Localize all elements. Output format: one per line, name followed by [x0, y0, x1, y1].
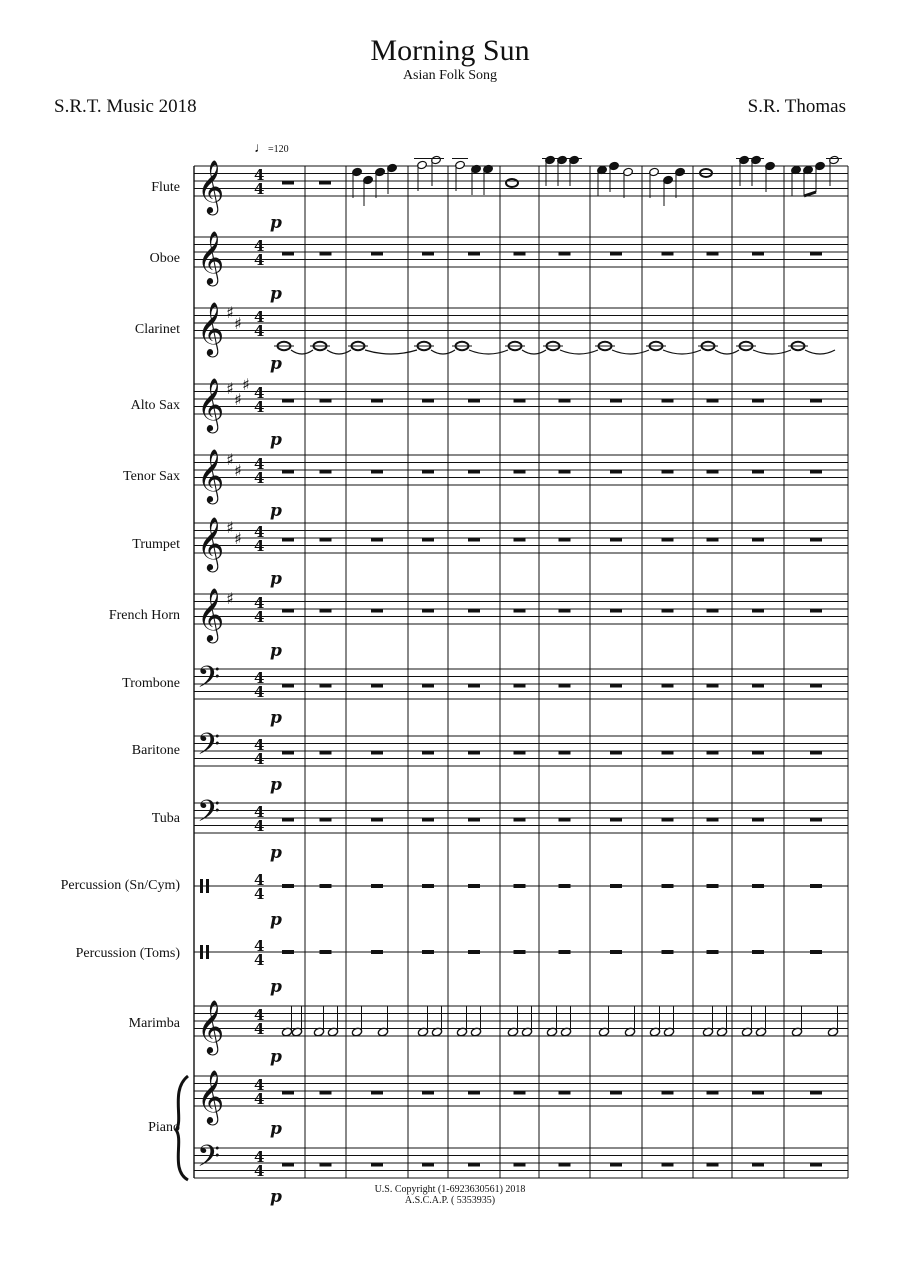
whole-rest-icon: [707, 609, 719, 613]
whole-rest-icon: [610, 751, 622, 755]
dynamic-marking: p: [270, 641, 282, 661]
whole-rest-icon: [371, 884, 383, 888]
tie: [663, 350, 701, 354]
whole-rest-icon: [422, 1091, 434, 1095]
dynamic-marking: p: [270, 1119, 282, 1139]
whole-rest-icon: [662, 684, 674, 688]
whole-rest-icon: [559, 609, 571, 613]
whole-rest-icon: [559, 1091, 571, 1095]
whole-rest-icon: [468, 399, 480, 403]
dynamic-marking: p: [270, 354, 282, 374]
time-signature-numerator: 4: [254, 308, 265, 326]
whole-rest-icon: [282, 538, 294, 542]
whole-rest-icon: [320, 1091, 332, 1095]
whole-rest-icon: [371, 538, 383, 542]
dynamic-marking: p: [270, 213, 282, 233]
whole-rest-icon: [810, 252, 822, 256]
whole-rest-icon: [320, 684, 332, 688]
time-signature-numerator: 4: [254, 594, 265, 612]
whole-rest-icon: [752, 884, 764, 888]
tie: [715, 350, 739, 354]
whole-rest-icon: [610, 884, 622, 888]
sharp-icon: ♯: [226, 450, 234, 469]
whole-rest-icon: [707, 884, 719, 888]
whole-rest-icon: [752, 1091, 764, 1095]
whole-rest-icon: [662, 538, 674, 542]
tie: [291, 350, 313, 354]
treble-clef-icon: 𝄞: [197, 448, 225, 502]
dynamic-marking: p: [270, 1047, 282, 1067]
whole-rest-icon: [707, 818, 719, 822]
whole-rest-icon: [707, 751, 719, 755]
whole-rest-icon: [282, 181, 294, 185]
whole-rest-icon: [422, 252, 434, 256]
whole-rest-icon: [610, 684, 622, 688]
instrument-label-piano: Piano: [148, 1120, 180, 1135]
whole-rest-icon: [320, 252, 332, 256]
whole-rest-icon: [707, 1091, 719, 1095]
time-signature-numerator: 4: [254, 736, 265, 754]
time-signature-numerator: 4: [254, 384, 265, 402]
whole-rest-icon: [810, 1163, 822, 1167]
whole-rest-icon: [282, 470, 294, 474]
tie: [327, 350, 351, 354]
treble-clef-icon: 𝄞: [197, 301, 225, 355]
whole-rest-icon: [752, 1163, 764, 1167]
whole-rest-icon: [610, 950, 622, 954]
whole-rest-icon: [468, 684, 480, 688]
instrument-label-oboe: Oboe: [149, 251, 180, 266]
whole-rest-icon: [371, 751, 383, 755]
time-signature-numerator: 4: [254, 523, 265, 541]
whole-rest-icon: [422, 609, 434, 613]
whole-rest-icon: [422, 1163, 434, 1167]
whole-rest-icon: [810, 818, 822, 822]
whole-rest-icon: [662, 609, 674, 613]
time-signature-numerator: 4: [254, 937, 265, 955]
whole-rest-icon: [320, 1163, 332, 1167]
whole-rest-icon: [559, 884, 571, 888]
whole-rest-icon: [514, 470, 526, 474]
whole-rest-icon: [282, 1091, 294, 1095]
time-signature-numerator: 4: [254, 1006, 265, 1024]
whole-rest-icon: [282, 609, 294, 613]
instrument-label-trumpet: Trumpet: [132, 537, 180, 552]
whole-rest-icon: [371, 399, 383, 403]
percussion-clef-icon: [200, 879, 203, 893]
whole-rest-icon: [282, 252, 294, 256]
piano-brace: [176, 1076, 188, 1180]
whole-rest-icon: [468, 818, 480, 822]
whole-rest-icon: [468, 1163, 480, 1167]
whole-rest-icon: [810, 399, 822, 403]
whole-rest-icon: [422, 684, 434, 688]
time-signature-denominator: 4: [254, 951, 265, 969]
whole-rest-icon: [320, 751, 332, 755]
whole-rest-icon: [707, 399, 719, 403]
time-signature-numerator: 4: [254, 1148, 265, 1166]
whole-rest-icon: [422, 751, 434, 755]
treble-clef-icon: 𝄞: [197, 587, 225, 641]
score-title: Morning Sun: [370, 34, 530, 67]
sharp-icon: ♯: [242, 375, 250, 394]
dynamic-marking: p: [270, 775, 282, 795]
whole-rest-icon: [662, 818, 674, 822]
score-subtitle: Asian Folk Song: [402, 68, 498, 83]
time-signature-denominator: 4: [254, 180, 265, 198]
whole-rest-icon: [514, 399, 526, 403]
tie: [431, 350, 455, 354]
dynamic-marking: p: [270, 843, 282, 863]
whole-rest-icon: [282, 684, 294, 688]
whole-rest-icon: [810, 1091, 822, 1095]
whole-note: [700, 169, 712, 177]
whole-rest-icon: [282, 884, 294, 888]
whole-rest-icon: [371, 252, 383, 256]
whole-rest-icon: [422, 399, 434, 403]
time-signature-denominator: 4: [254, 1020, 265, 1038]
whole-rest-icon: [559, 1163, 571, 1167]
whole-rest-icon: [371, 609, 383, 613]
instrument-label-french-horn: French Horn: [108, 608, 180, 623]
bass-clef-icon: 𝄢: [197, 728, 221, 769]
time-signature-denominator: 4: [254, 322, 265, 340]
sharp-icon: ♯: [226, 589, 234, 608]
whole-rest-icon: [468, 252, 480, 256]
whole-rest-icon: [810, 950, 822, 954]
whole-rest-icon: [610, 470, 622, 474]
tie: [753, 350, 791, 354]
tempo-value: =120: [268, 144, 289, 155]
whole-rest-icon: [514, 684, 526, 688]
dynamic-marking: p: [270, 501, 282, 521]
whole-rest-icon: [559, 950, 571, 954]
whole-rest-icon: [707, 1163, 719, 1167]
whole-rest-icon: [468, 751, 480, 755]
whole-rest-icon: [320, 609, 332, 613]
instrument-label-baritone: Baritone: [131, 743, 180, 758]
whole-rest-icon: [422, 538, 434, 542]
whole-rest-icon: [422, 950, 434, 954]
instrument-label-clarinet: Clarinet: [134, 322, 180, 337]
dynamic-marking: p: [270, 910, 282, 930]
time-signature-numerator: 4: [254, 803, 265, 821]
whole-rest-icon: [810, 684, 822, 688]
percussion-clef-icon: [206, 945, 209, 959]
whole-rest-icon: [752, 399, 764, 403]
whole-rest-icon: [752, 609, 764, 613]
sharp-icon: ♯: [234, 461, 242, 480]
whole-rest-icon: [559, 751, 571, 755]
bass-clef-icon: 𝄢: [197, 1140, 221, 1181]
time-signature-denominator: 4: [254, 469, 265, 487]
whole-rest-icon: [610, 1163, 622, 1167]
treble-clef-icon: 𝄞: [197, 159, 225, 213]
whole-rest-icon: [282, 950, 294, 954]
whole-rest-icon: [468, 1091, 480, 1095]
copyright-footer: [0, 1184, 900, 1206]
treble-clef-icon: 𝄞: [197, 516, 225, 570]
time-signature-numerator: 4: [254, 166, 265, 184]
treble-clef-icon: 𝄞: [197, 230, 225, 284]
whole-rest-icon: [810, 538, 822, 542]
percussion-clef-icon: [206, 879, 209, 893]
time-signature-denominator: 4: [254, 683, 265, 701]
whole-rest-icon: [662, 751, 674, 755]
whole-rest-icon: [559, 252, 571, 256]
instrument-label-trombone: Trombone: [122, 676, 180, 691]
treble-clef-icon: 𝄞: [197, 999, 225, 1053]
time-signature-denominator: 4: [254, 750, 265, 768]
whole-rest-icon: [610, 1091, 622, 1095]
dynamic-marking: p: [270, 708, 282, 728]
dynamic-marking: p: [270, 569, 282, 589]
whole-rest-icon: [320, 399, 332, 403]
whole-rest-icon: [610, 538, 622, 542]
tie: [805, 350, 835, 354]
whole-rest-icon: [514, 884, 526, 888]
time-signature-denominator: 4: [254, 1162, 265, 1180]
tie: [560, 350, 598, 354]
whole-rest-icon: [662, 470, 674, 474]
whole-rest-icon: [320, 818, 332, 822]
whole-rest-icon: [468, 884, 480, 888]
composer-credit: S.R. Thomas: [747, 96, 846, 117]
whole-rest-icon: [707, 538, 719, 542]
whole-rest-icon: [468, 538, 480, 542]
time-signature-numerator: 4: [254, 455, 265, 473]
whole-rest-icon: [707, 252, 719, 256]
whole-rest-icon: [707, 684, 719, 688]
whole-rest-icon: [752, 751, 764, 755]
treble-clef-icon: 𝄞: [197, 1069, 225, 1123]
time-signature-denominator: 4: [254, 817, 265, 835]
whole-rest-icon: [514, 609, 526, 613]
time-signature-denominator: 4: [254, 608, 265, 626]
time-signature-numerator: 4: [254, 237, 265, 255]
whole-rest-icon: [752, 470, 764, 474]
bass-clef-icon: 𝄢: [197, 661, 221, 702]
dynamic-marking: p: [270, 284, 282, 304]
whole-rest-icon: [610, 818, 622, 822]
whole-rest-icon: [514, 818, 526, 822]
time-signature-denominator: 4: [254, 885, 265, 903]
time-signature-denominator: 4: [254, 1090, 265, 1108]
sharp-icon: ♯: [234, 314, 242, 333]
tie: [365, 350, 417, 354]
whole-rest-icon: [707, 950, 719, 954]
whole-rest-icon: [662, 1091, 674, 1095]
time-signature-denominator: 4: [254, 398, 265, 416]
whole-rest-icon: [662, 252, 674, 256]
whole-rest-icon: [320, 950, 332, 954]
whole-rest-icon: [810, 609, 822, 613]
instrument-label-alto-sax: Alto Sax: [130, 398, 180, 413]
whole-rest-icon: [514, 252, 526, 256]
whole-rest-icon: [707, 470, 719, 474]
whole-rest-icon: [320, 538, 332, 542]
whole-rest-icon: [320, 470, 332, 474]
treble-clef-icon: 𝄞: [197, 377, 225, 431]
whole-rest-icon: [282, 818, 294, 822]
whole-rest-icon: [371, 1091, 383, 1095]
whole-rest-icon: [282, 751, 294, 755]
whole-rest-icon: [282, 399, 294, 403]
copyright-line: U.S. Copyright (1-6923630561) 2018: [374, 1184, 526, 1195]
publisher-credit: S.R.T. Music 2018: [54, 96, 197, 117]
whole-rest-icon: [559, 470, 571, 474]
whole-rest-icon: [514, 1091, 526, 1095]
time-signature-numerator: 4: [254, 871, 265, 889]
whole-rest-icon: [810, 470, 822, 474]
tie: [612, 350, 649, 354]
whole-rest-icon: [752, 818, 764, 822]
dynamic-marking: p: [270, 977, 282, 997]
sharp-icon: ♯: [226, 518, 234, 537]
sharp-icon: ♯: [234, 529, 242, 548]
whole-rest-icon: [662, 399, 674, 403]
whole-rest-icon: [559, 818, 571, 822]
whole-rest-icon: [514, 751, 526, 755]
whole-rest-icon: [422, 470, 434, 474]
time-signature-numerator: 4: [254, 669, 265, 687]
tie: [469, 350, 508, 354]
dynamic-marking: p: [270, 1187, 282, 1207]
whole-rest-icon: [319, 181, 331, 185]
whole-note: [506, 179, 518, 187]
whole-rest-icon: [662, 1163, 674, 1167]
whole-rest-icon: [514, 950, 526, 954]
tie: [522, 350, 546, 354]
instrument-label-percussion-toms: Percussion (Toms): [75, 946, 180, 961]
whole-rest-icon: [559, 399, 571, 403]
whole-rest-icon: [468, 609, 480, 613]
whole-rest-icon: [371, 684, 383, 688]
whole-rest-icon: [559, 538, 571, 542]
whole-rest-icon: [559, 684, 571, 688]
whole-rest-icon: [468, 950, 480, 954]
instrument-label-marimba: Marimba: [128, 1016, 180, 1031]
whole-rest-icon: [514, 538, 526, 542]
time-signature-denominator: 4: [254, 251, 265, 269]
eighth-beam: [804, 192, 816, 196]
instrument-label-flute: Flute: [151, 180, 180, 195]
instrument-label-tuba: Tuba: [151, 811, 180, 826]
whole-rest-icon: [468, 470, 480, 474]
whole-rest-icon: [371, 818, 383, 822]
time-signature-numerator: 4: [254, 1076, 265, 1094]
whole-rest-icon: [752, 252, 764, 256]
quarter-note-icon: ♩: [254, 141, 268, 156]
whole-rest-icon: [371, 470, 383, 474]
whole-rest-icon: [610, 609, 622, 613]
whole-rest-icon: [422, 818, 434, 822]
whole-rest-icon: [662, 950, 674, 954]
whole-rest-icon: [752, 950, 764, 954]
bass-clef-icon: 𝄢: [197, 795, 221, 836]
sharp-icon: ♯: [226, 303, 234, 322]
whole-rest-icon: [282, 1163, 294, 1167]
whole-rest-icon: [810, 884, 822, 888]
whole-rest-icon: [610, 252, 622, 256]
ascap-line: A.S.C.A.P. ( 5353935): [404, 1195, 496, 1206]
instrument-label-tenor-sax: Tenor Sax: [123, 469, 180, 484]
dynamic-marking: p: [270, 430, 282, 450]
whole-rest-icon: [610, 399, 622, 403]
whole-rest-icon: [662, 884, 674, 888]
time-signature-denominator: 4: [254, 537, 265, 555]
percussion-clef-icon: [200, 945, 203, 959]
whole-rest-icon: [371, 1163, 383, 1167]
whole-rest-icon: [422, 884, 434, 888]
whole-rest-icon: [810, 751, 822, 755]
whole-rest-icon: [514, 1163, 526, 1167]
sharp-icon: ♯: [226, 379, 234, 398]
whole-rest-icon: [752, 684, 764, 688]
instrument-label-percussion-sn-cym: Percussion (Sn/Cym): [60, 878, 180, 893]
whole-rest-icon: [320, 884, 332, 888]
sharp-icon: ♯: [234, 390, 242, 409]
whole-rest-icon: [752, 538, 764, 542]
whole-rest-icon: [371, 950, 383, 954]
